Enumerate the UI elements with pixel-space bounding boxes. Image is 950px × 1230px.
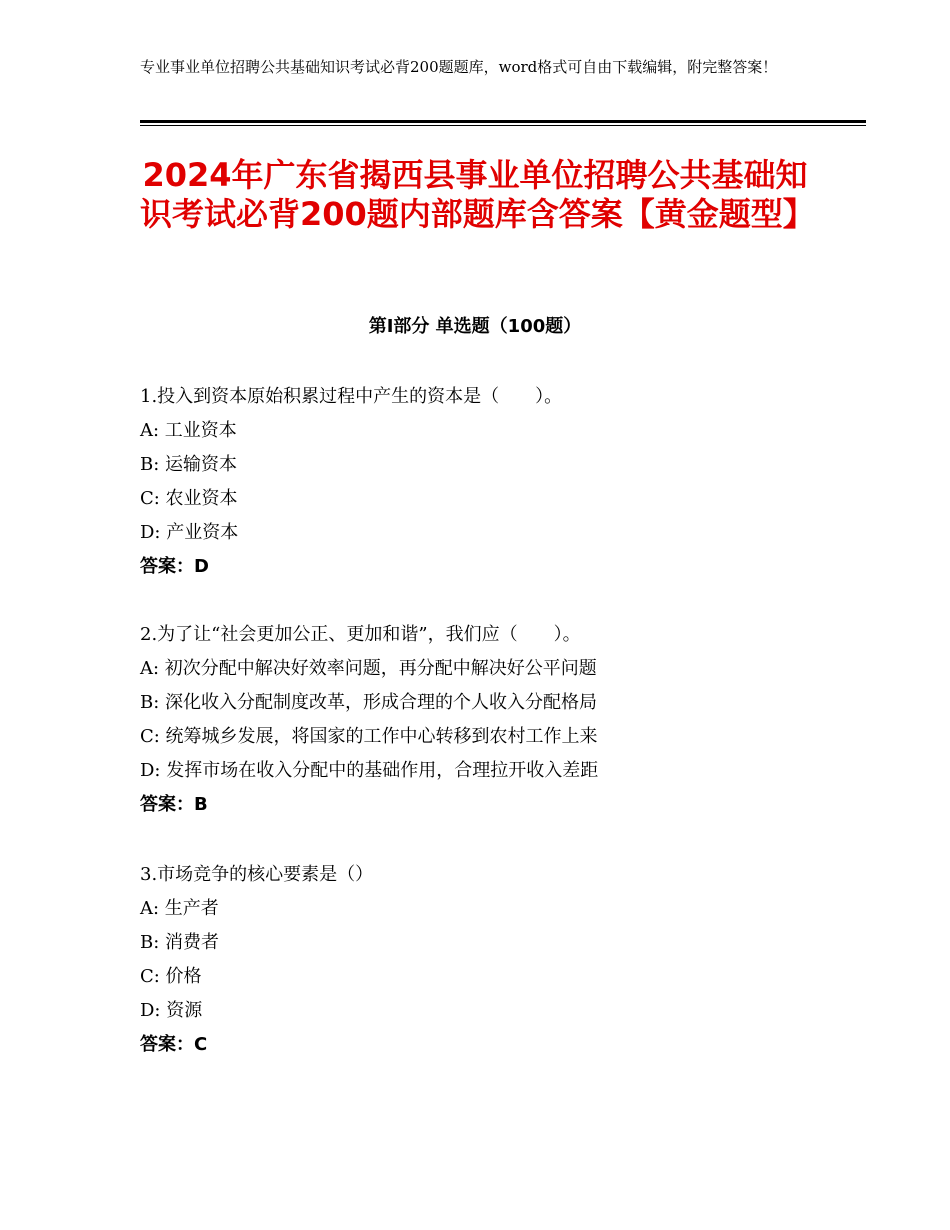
question-3 xyxy=(140,858,760,1062)
option-b: B: 消费者 xyxy=(140,932,220,953)
answer: 答案：B xyxy=(140,794,208,815)
option-d: D: 发挥市场在收入分配中的基础作用，合理拉开收入差距 xyxy=(140,760,599,781)
option-d: D: 产业资本 xyxy=(140,522,239,543)
option-b: B: 运输资本 xyxy=(140,454,238,475)
answer: 答案：C xyxy=(140,1034,208,1055)
option-b: B: 深化收入分配制度改革，形成合理的个人收入分配格局 xyxy=(140,692,598,713)
option-c: C: 农业资本 xyxy=(140,488,238,509)
question-2 xyxy=(140,618,760,822)
header-note: 专业事业单位招聘公共基础知识考试必背200题题库，word格式可自由下载编辑，附完整答案！ xyxy=(140,58,778,76)
option-a: A: 生产者 xyxy=(140,898,219,919)
header-rule-thick xyxy=(140,120,866,123)
header-rule-thin xyxy=(140,125,866,126)
question-stem: 3.市场竞争的核心要素是（） xyxy=(140,864,374,885)
question-stem: 2.为了让“社会更加公正、更加和谐”，我们应（ ）。 xyxy=(140,624,581,645)
option-a: A: 初次分配中解决好效率问题，再分配中解决好公平问题 xyxy=(140,658,597,679)
document-title: 2024年广东省揭西县事业单位招聘公共基础知识考试必背200题内部题库含答案【黄金题型】 xyxy=(140,156,815,233)
option-c: C: 价格 xyxy=(140,966,202,987)
answer: 答案：D xyxy=(140,556,209,577)
option-a: A: 工业资本 xyxy=(140,420,237,441)
section-heading: 第Ⅰ部分 单选题（100题） xyxy=(368,316,582,337)
option-c: C: 统筹城乡发展，将国家的工作中心转移到农村工作上来 xyxy=(140,726,598,747)
question-stem: 1.投入到资本原始积累过程中产生的资本是（ ）。 xyxy=(140,386,563,407)
question-1 xyxy=(140,380,760,584)
option-d: D: 资源 xyxy=(140,1000,203,1021)
